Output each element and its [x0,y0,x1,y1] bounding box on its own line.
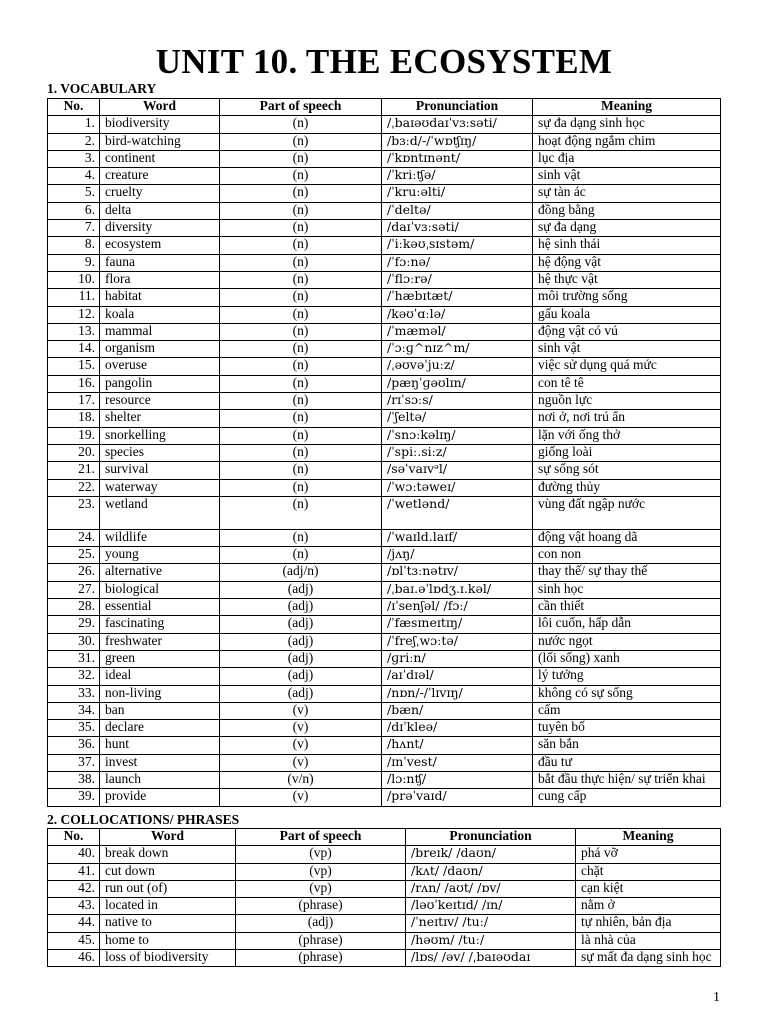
cell-word: delta [100,202,220,219]
table-row [48,289,721,306]
table-row [48,185,721,202]
cell-meaning: con tê tê [533,375,721,392]
cell-pronunciation: /ləʊˈkeɪtɪd/ /ɪn/ [406,898,576,915]
cell-part-of-speech: (n) [220,547,382,564]
cell-no: 16. [48,375,100,392]
cell-no: 6. [48,202,100,219]
cell-no: 41. [48,863,100,880]
cell-no: 14. [48,341,100,358]
cell-meaning: bắt đầu thực hiện/ sự triển khai [533,771,721,788]
cell-pronunciation: /daɪˈvɜːsəti/ [382,220,533,237]
cell-pronunciation: /kəʊˈɑːlə/ [382,306,533,323]
cell-no: 35. [48,720,100,737]
cell-word: declare [100,720,220,737]
cell-no: 10. [48,271,100,288]
cell-pronunciation: /ɪˈsenʃəl/ /fɔː/ [382,599,533,616]
cell-meaning: sinh vật [533,341,721,358]
cell-part-of-speech: (v) [220,720,382,737]
cell-word: organism [100,341,220,358]
cell-part-of-speech: (adj) [220,581,382,598]
cell-pronunciation: /ˈiːkəʊˌsɪstəm/ [382,237,533,254]
table-row [48,479,721,496]
cell-meaning: việc sử dụng quá mức [533,358,721,375]
cell-pronunciation: /ˌbaɪ.əˈlɒdʒ.ɪ.kəl/ [382,581,533,598]
cell-word: wetland [100,496,220,529]
cell-meaning: động vật hoang dã [533,529,721,546]
cell-part-of-speech: (vp) [236,880,406,897]
header-no: No. [48,99,100,116]
cell-part-of-speech: (n) [220,150,382,167]
collocations-heading: 2. COLLOCATIONS/ PHRASES [47,812,240,827]
cell-no: 43. [48,898,100,915]
cell-no: 15. [48,358,100,375]
table-row [48,702,721,719]
cell-meaning: cần thiết [533,599,721,616]
page-title: UNIT 10. THE ECOSYSTEM [155,42,613,81]
table-row [48,341,721,358]
cell-pronunciation: /ˈʃeltə/ [382,410,533,427]
cell-pronunciation: /ˈɔːɡ^nɪz^m/ [382,341,533,358]
cell-no: 2. [48,133,100,150]
cell-no: 28. [48,599,100,616]
cell-part-of-speech: (n) [220,479,382,496]
cell-no: 44. [48,915,100,932]
cell-meaning: sự đa dạng [533,220,721,237]
cell-word: home to [100,932,236,949]
cell-no: 7. [48,220,100,237]
cell-part-of-speech: (adj/n) [220,564,382,581]
cell-word: located in [100,898,236,915]
cell-pronunciation: /ˈmæməl/ [382,323,533,340]
table-row [48,323,721,340]
cell-no: 22. [48,479,100,496]
cell-no: 38. [48,771,100,788]
table-row [48,650,721,667]
cell-pronunciation: /ɪnˈvest/ [382,754,533,771]
cell-no: 21. [48,462,100,479]
cell-word: essential [100,599,220,616]
table-row [48,771,721,788]
cell-part-of-speech: (v) [220,702,382,719]
cell-word: flora [100,271,220,288]
cell-no: 19. [48,427,100,444]
cell-word: diversity [100,220,220,237]
table-row [48,427,721,444]
cell-meaning: đầu tư [533,754,721,771]
cell-meaning: sinh vật [533,168,721,185]
cell-no: 11. [48,289,100,306]
cell-part-of-speech: (v) [220,754,382,771]
table-row [48,529,721,546]
cell-meaning: động vật có vú [533,323,721,340]
cell-no: 23. [48,496,100,529]
cell-part-of-speech: (n) [220,323,382,340]
table-row [48,880,721,897]
cell-pronunciation: /dɪˈkleə/ [382,720,533,737]
cell-meaning: sự sống sót [533,462,721,479]
cell-no: 31. [48,650,100,667]
cell-no: 26. [48,564,100,581]
table-row [48,150,721,167]
cell-word: biological [100,581,220,598]
cell-no: 25. [48,547,100,564]
cell-pronunciation: /rɪˈsɔːs/ [382,393,533,410]
cell-meaning: cạn kiệt [576,880,721,897]
cell-no: 40. [48,846,100,863]
cell-no: 29. [48,616,100,633]
cell-part-of-speech: (n) [220,496,382,529]
cell-part-of-speech: (adj) [220,633,382,650]
cell-word: green [100,650,220,667]
table-row [48,358,721,375]
table-row [48,237,721,254]
cell-word: native to [100,915,236,932]
cell-meaning: thay thế/ sự thay thế [533,564,721,581]
table-row [48,375,721,392]
cell-part-of-speech: (n) [220,220,382,237]
cell-pronunciation: /ˈdeltə/ [382,202,533,219]
header-part-of-speech: Part of speech [220,99,382,116]
table-row [48,789,721,806]
cell-pronunciation: /nɒn/-/ˈlɪvɪŋ/ [382,685,533,702]
cell-no: 30. [48,633,100,650]
cell-meaning: nằm ở [576,898,721,915]
cell-part-of-speech: (n) [220,116,382,133]
cell-part-of-speech: (n) [220,237,382,254]
header-pronunciation: Pronunciation [406,829,576,846]
cell-meaning: tự nhiên, bản địa [576,915,721,932]
cell-part-of-speech: (v/n) [220,771,382,788]
cell-word: invest [100,754,220,771]
cell-word: koala [100,306,220,323]
table-row [48,915,721,932]
cell-word: freshwater [100,633,220,650]
cell-pronunciation: /ˈfreʃˌwɔːtə/ [382,633,533,650]
cell-part-of-speech: (n) [220,529,382,546]
cell-part-of-speech: (vp) [236,846,406,863]
cell-word: launch [100,771,220,788]
cell-pronunciation: /ˈwetlənd/ [382,496,533,529]
cell-pronunciation: /ɒlˈtɜːnətɪv/ [382,564,533,581]
table-row [48,444,721,461]
cell-word: survival [100,462,220,479]
cell-no: 5. [48,185,100,202]
cell-word: fascinating [100,616,220,633]
cell-meaning: sự mất đa dạng sinh học [576,950,721,967]
table-row [48,462,721,479]
table-row [48,410,721,427]
cell-pronunciation: /ˈkriːʧə/ [382,168,533,185]
cell-word: ban [100,702,220,719]
cell-part-of-speech: (n) [220,289,382,306]
cell-meaning: hoạt động ngắm chim [533,133,721,150]
cell-word: run out (of) [100,880,236,897]
cell-meaning: không có sự sống [533,685,721,702]
cell-no: 8. [48,237,100,254]
cell-part-of-speech: (vp) [236,863,406,880]
cell-no: 9. [48,254,100,271]
table-row [48,168,721,185]
cell-word: shelter [100,410,220,427]
vocabulary-table [47,98,721,807]
cell-pronunciation: /hʌnt/ [382,737,533,754]
cell-meaning: săn bắn [533,737,721,754]
cell-meaning: gấu koala [533,306,721,323]
cell-part-of-speech: (n) [220,410,382,427]
cell-no: 36. [48,737,100,754]
table-row [48,898,721,915]
cell-part-of-speech: (n) [220,444,382,461]
cell-pronunciation: /ɡriːn/ [382,650,533,667]
cell-pronunciation: /lɔːnʧ/ [382,771,533,788]
cell-meaning: lôi cuốn, hấp dẫn [533,616,721,633]
cell-meaning: đồng bằng [533,202,721,219]
cell-pronunciation: /jʌŋ/ [382,547,533,564]
table-row [48,133,721,150]
header-word: Word [100,99,220,116]
cell-word: habitat [100,289,220,306]
cell-meaning: vùng đất ngập nước [533,496,721,529]
cell-meaning: môi trường sống [533,289,721,306]
table-row [48,720,721,737]
cell-no: 34. [48,702,100,719]
table-row [48,599,721,616]
cell-meaning: nơi ở, nơi trú ẩn [533,410,721,427]
cell-meaning: phá vỡ [576,846,721,863]
cell-meaning: lặn với ống thở [533,427,721,444]
cell-pronunciation: /breɪk/ /daʊn/ [406,846,576,863]
cell-part-of-speech: (n) [220,427,382,444]
cell-word: cruelty [100,185,220,202]
table-row [48,254,721,271]
cell-no: 3. [48,150,100,167]
cell-part-of-speech: (n) [220,254,382,271]
table-row [48,633,721,650]
cell-part-of-speech: (n) [220,393,382,410]
cell-no: 1. [48,116,100,133]
table-row [48,863,721,880]
cell-no: 39. [48,789,100,806]
table-row [48,116,721,133]
cell-meaning: chặt [576,863,721,880]
cell-pronunciation: /həʊm/ /tuː/ [406,932,576,949]
cell-word: pangolin [100,375,220,392]
cell-word: provide [100,789,220,806]
cell-no: 17. [48,393,100,410]
cell-part-of-speech: (v) [220,789,382,806]
cell-part-of-speech: (n) [220,306,382,323]
cell-meaning: sự tàn ác [533,185,721,202]
cell-word: overuse [100,358,220,375]
table-row [48,668,721,685]
cell-pronunciation: /aɪˈdɪəl/ [382,668,533,685]
cell-word: alternative [100,564,220,581]
cell-no: 12. [48,306,100,323]
cell-word: loss of biodiversity [100,950,236,967]
cell-word: resource [100,393,220,410]
cell-part-of-speech: (n) [220,358,382,375]
table-row [48,616,721,633]
header-word: Word [100,829,236,846]
cell-pronunciation: /ˈflɔːrə/ [382,271,533,288]
header-meaning: Meaning [533,99,721,116]
cell-meaning: hệ thực vật [533,271,721,288]
cell-word: young [100,547,220,564]
cell-meaning: lục địa [533,150,721,167]
table-row [48,202,721,219]
cell-pronunciation: /ˈkruːəlti/ [382,185,533,202]
cell-meaning: cấm [533,702,721,719]
cell-pronunciation: /rʌn/ /aʊt/ /ɒv/ [406,880,576,897]
cell-meaning: nguồn lực [533,393,721,410]
cell-word: continent [100,150,220,167]
cell-pronunciation: /bæn/ [382,702,533,719]
cell-part-of-speech: (adj) [220,616,382,633]
cell-part-of-speech: (phrase) [236,898,406,915]
cell-pronunciation: /lɒs/ /əv/ /ˌbaɪəʊdaɪ [406,950,576,967]
cell-word: cut down [100,863,236,880]
cell-pronunciation: /ˈwaɪld.laɪf/ [382,529,533,546]
cell-meaning: tuyên bố [533,720,721,737]
cell-word: snorkelling [100,427,220,444]
cell-meaning: con non [533,547,721,564]
cell-word: hunt [100,737,220,754]
cell-part-of-speech: (adj) [236,915,406,932]
cell-pronunciation: /ˈfɔːnə/ [382,254,533,271]
cell-part-of-speech: (v) [220,737,382,754]
cell-word: waterway [100,479,220,496]
cell-pronunciation: /ˈfæsɪneɪtɪŋ/ [382,616,533,633]
cell-meaning: lý tưởng [533,668,721,685]
cell-meaning: nước ngọt [533,633,721,650]
cell-pronunciation: /ˈneɪtɪv/ /tuː/ [406,915,576,932]
table-row [48,581,721,598]
cell-no: 4. [48,168,100,185]
cell-no: 37. [48,754,100,771]
cell-no: 27. [48,581,100,598]
table-row [48,271,721,288]
cell-part-of-speech: (adj) [220,668,382,685]
cell-no: 18. [48,410,100,427]
cell-meaning: (lối sống) xanh [533,650,721,667]
cell-no: 20. [48,444,100,461]
cell-word: creature [100,168,220,185]
cell-meaning: sự đa dạng sinh học [533,116,721,133]
table-header-row [48,829,721,846]
table-row [48,220,721,237]
cell-pronunciation: /ˈwɔːtəweɪ/ [382,479,533,496]
cell-part-of-speech: (n) [220,341,382,358]
table-row [48,496,721,529]
cell-word: wildlife [100,529,220,546]
cell-part-of-speech: (n) [220,168,382,185]
cell-word: biodiversity [100,116,220,133]
cell-pronunciation: /pæŋˈɡəʊlɪn/ [382,375,533,392]
cell-word: species [100,444,220,461]
cell-meaning: là nhà của [576,932,721,949]
table-row [48,932,721,949]
table-row [48,846,721,863]
cell-part-of-speech: (adj) [220,650,382,667]
table-row [48,754,721,771]
collocations-table [47,828,721,967]
cell-no: 46. [48,950,100,967]
cell-no: 13. [48,323,100,340]
cell-part-of-speech: (phrase) [236,932,406,949]
cell-pronunciation: /ˈspiː.siːz/ [382,444,533,461]
cell-no: 42. [48,880,100,897]
cell-part-of-speech: (n) [220,375,382,392]
header-part-of-speech: Part of speech [236,829,406,846]
table-header-row [48,99,721,116]
cell-meaning: hệ động vật [533,254,721,271]
cell-pronunciation: /ˈsnɔːkəlɪŋ/ [382,427,533,444]
cell-meaning: sinh học [533,581,721,598]
cell-no: 33. [48,685,100,702]
cell-pronunciation: /ˌbaɪəʊdaɪˈvɜːsəti/ [382,116,533,133]
cell-no: 24. [48,529,100,546]
table-row [48,393,721,410]
page-number: 1 [713,990,720,1005]
cell-part-of-speech: (n) [220,462,382,479]
cell-pronunciation: /kʌt/ /daʊn/ [406,863,576,880]
cell-pronunciation: /prəˈvaɪd/ [382,789,533,806]
cell-part-of-speech: (phrase) [236,950,406,967]
header-no: No. [48,829,100,846]
table-row [48,547,721,564]
cell-part-of-speech: (adj) [220,599,382,616]
cell-word: fauna [100,254,220,271]
cell-pronunciation: /ˈkɒntɪnənt/ [382,150,533,167]
cell-word: ideal [100,668,220,685]
table-row [48,306,721,323]
cell-meaning: giống loài [533,444,721,461]
cell-word: mammal [100,323,220,340]
header-pronunciation: Pronunciation [382,99,533,116]
vocabulary-heading: 1. VOCABULARY [47,81,157,96]
cell-pronunciation: /ˈhæbɪtæt/ [382,289,533,306]
cell-no: 32. [48,668,100,685]
cell-meaning: đường thủy [533,479,721,496]
cell-part-of-speech: (n) [220,202,382,219]
table-row [48,950,721,967]
cell-pronunciation: /bɜːd/-/ˈwɒʧɪŋ/ [382,133,533,150]
cell-word: ecosystem [100,237,220,254]
cell-part-of-speech: (n) [220,133,382,150]
cell-meaning: hệ sinh thái [533,237,721,254]
cell-word: break down [100,846,236,863]
cell-word: non-living [100,685,220,702]
table-row [48,737,721,754]
table-row [48,685,721,702]
cell-part-of-speech: (adj) [220,685,382,702]
cell-pronunciation: /səˈvaɪvᵊl/ [382,462,533,479]
cell-part-of-speech: (n) [220,185,382,202]
cell-pronunciation: /ˌəʊvəˈjuːz/ [382,358,533,375]
cell-meaning: cung cấp [533,789,721,806]
cell-part-of-speech: (n) [220,271,382,288]
cell-word: bird-watching [100,133,220,150]
table-row [48,564,721,581]
header-meaning: Meaning [576,829,721,846]
cell-no: 45. [48,932,100,949]
